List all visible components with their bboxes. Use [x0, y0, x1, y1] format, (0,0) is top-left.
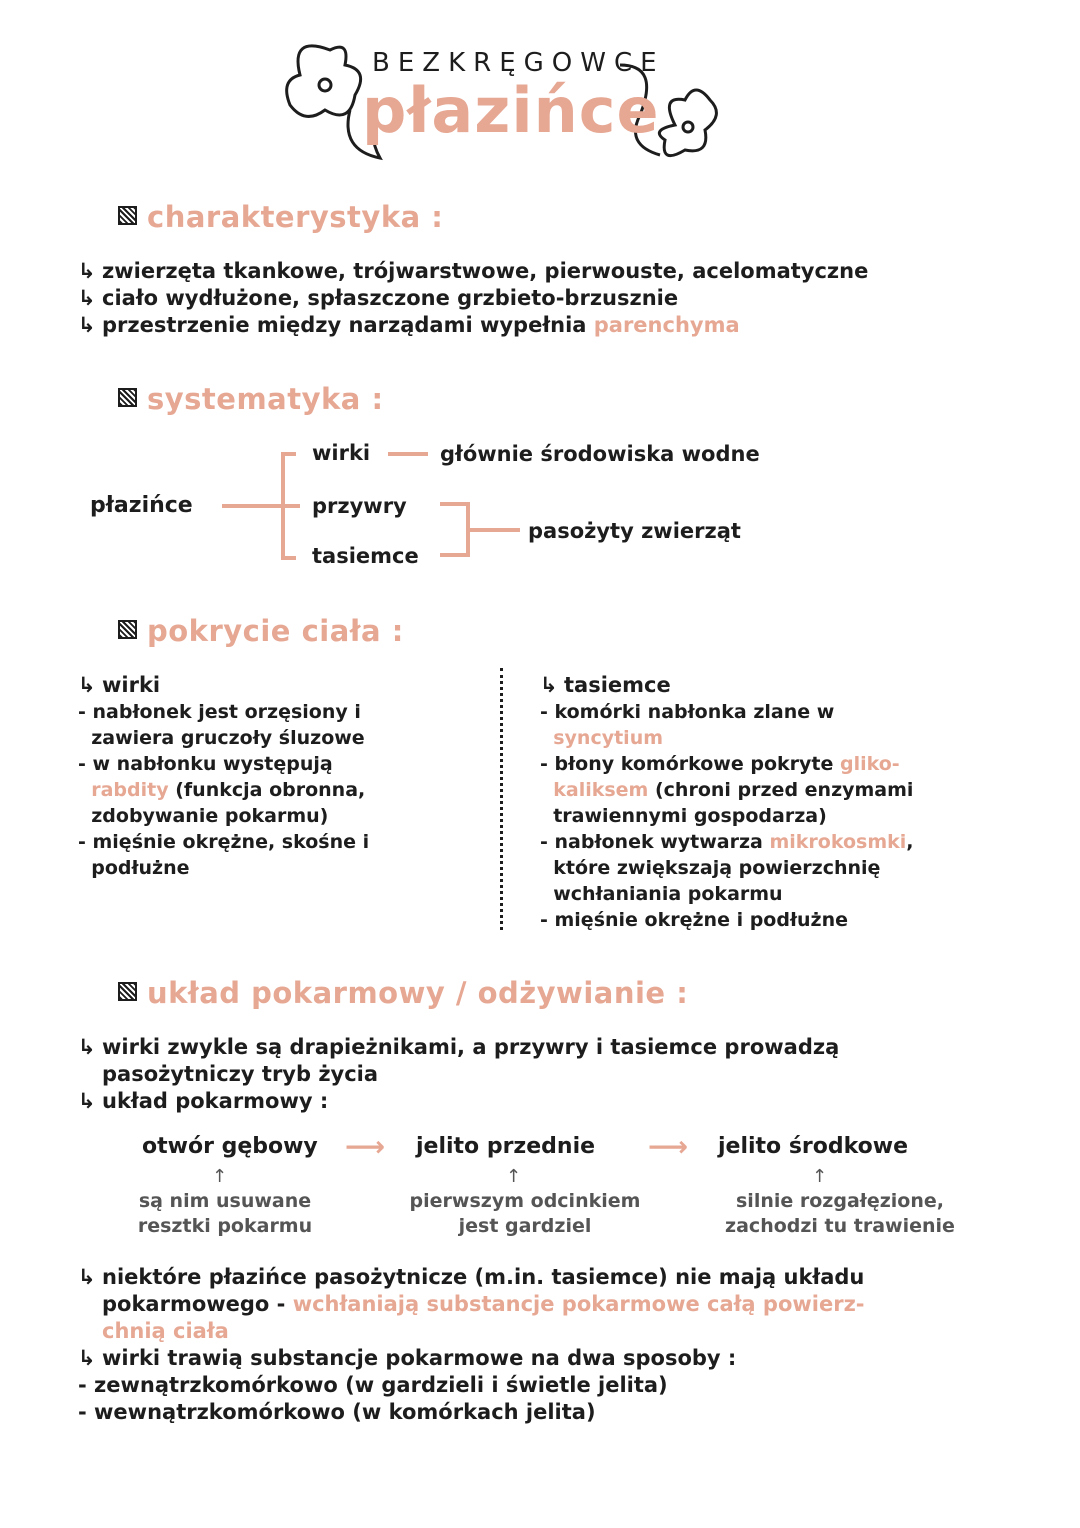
- covering-left-column: [78, 672, 369, 881]
- column-divider: [500, 668, 503, 930]
- list-item: ↳ przestrzenie między narządami wypełnia parenchyma: [78, 313, 740, 337]
- arrow-bullet-icon: ↳: [540, 673, 558, 697]
- tree-node-wirki: wirki: [312, 441, 371, 465]
- list-item: ↳ wirki trawią substancje pokarmowe na dwa sposoby :: [78, 1346, 737, 1370]
- list-item: - zewnątrzkomórkowo (w gardzieli i świetle jelita): [78, 1373, 668, 1397]
- list-item: wchłaniania pokarmu: [540, 883, 783, 905]
- list-item: - wewnątrzkomórkowo (w komórkach jelita): [78, 1400, 596, 1424]
- highlight-term: parenchyma: [593, 313, 740, 337]
- list-item: - błony komórkowe pokryte gliko-: [540, 753, 900, 775]
- list-item: ↳ układ pokarmowy :: [78, 1089, 329, 1113]
- section-heading-characteristics: charakterystyka :: [118, 200, 443, 234]
- arrow-bullet-icon: ↳: [78, 313, 96, 337]
- list-item: - komórki nabłonka zlane w: [540, 701, 835, 723]
- list-item: pasożytniczy tryb życia: [102, 1062, 379, 1086]
- up-arrow-icon: ↑: [812, 1166, 828, 1187]
- list-item: rabdity (funkcja obronna,: [91, 779, 366, 801]
- arrow-bullet-icon: ↳: [78, 259, 96, 283]
- list-item: ↳ ciało wydłużone, spłaszczone grzbieto-brzusznie: [78, 286, 679, 310]
- wirki-habitat-note: głównie środowiska wodne: [440, 442, 760, 466]
- flow-step-midgut: jelito środkowe: [718, 1134, 909, 1159]
- bullet-square-icon: [118, 620, 137, 639]
- column-title: ↳ wirki: [78, 673, 161, 697]
- flow-arrow-icon: ⟶: [648, 1130, 689, 1163]
- list-item: - mięśnie okrężne i podłużne: [540, 909, 849, 931]
- flow-note-mouth: są nim usuwane resztki pokarmu: [137, 1190, 313, 1237]
- list-item: chnią ciała: [102, 1319, 229, 1343]
- title-banner: [270, 30, 720, 175]
- list-item: - nabłonek wytwarza mikrokosmki,: [540, 831, 914, 853]
- arrow-bullet-icon: ↳: [78, 1089, 96, 1113]
- list-item: ↳ wirki zwykle są drapieżnikami, a przywry i tasiemce prowadzą: [78, 1035, 840, 1059]
- list-item: zdobywanie pokarmu): [78, 805, 329, 827]
- tree-root: płazińce: [90, 493, 193, 518]
- digestive-intro: [78, 1034, 839, 1115]
- list-item: - nabłonek jest orzęsiony i: [78, 701, 361, 723]
- characteristics-list: [78, 258, 868, 339]
- list-item: kaliksem (chroni przed enzymami: [553, 779, 914, 801]
- arrow-bullet-icon: ↳: [78, 1265, 96, 1289]
- arrow-bullet-icon: ↳: [78, 673, 96, 697]
- bullet-square-icon: [118, 206, 137, 225]
- flow-step-mouth: otwór gębowy: [142, 1134, 318, 1159]
- header-subtitle: BEZKRĘGOWCE: [372, 48, 665, 78]
- flow-note-foregut: pierwszym odcinkiem jest gardziel: [409, 1190, 641, 1237]
- list-item: ↳ niektóre płazińce pasożytnicze (m.in. tasiemce) nie mają układu: [78, 1265, 865, 1289]
- up-arrow-icon: ↑: [506, 1166, 522, 1187]
- flow-note-midgut: silnie rozgałęzione, zachodzi tu trawienie: [725, 1190, 955, 1237]
- bullet-square-icon: [118, 982, 137, 1001]
- bullet-square-icon: [118, 388, 137, 407]
- tree-node-tasiemce: tasiemce: [312, 544, 419, 568]
- section-heading-covering: pokrycie ciała :: [118, 614, 404, 648]
- list-item: które zwiększają powierzchnię: [540, 857, 881, 879]
- list-item: - mięśnie okrężne, skośne i: [78, 831, 370, 853]
- list-item: podłużne: [78, 857, 190, 879]
- column-title: ↳ tasiemce: [540, 673, 671, 697]
- arrow-bullet-icon: ↳: [78, 1035, 96, 1059]
- tree-node-przywry: przywry: [312, 494, 407, 518]
- digestive-details: [78, 1264, 865, 1426]
- section-heading-systematics: systematyka :: [118, 382, 384, 416]
- arrow-bullet-icon: ↳: [78, 1346, 96, 1370]
- flow-arrow-icon: ⟶: [345, 1130, 386, 1163]
- parasites-note: pasożyty zwierząt: [528, 519, 741, 543]
- section-heading-digestive: układ pokarmowy / odżywianie :: [118, 976, 688, 1010]
- arrow-bullet-icon: ↳: [78, 286, 96, 310]
- list-item: pokarmowego - wchłaniają substancje pokarmowe całą powierz-: [102, 1292, 865, 1316]
- covering-right-column: [540, 672, 914, 933]
- flow-step-foregut: jelito przednie: [416, 1134, 596, 1159]
- list-item: zawiera gruczoły śluzowe: [78, 727, 365, 749]
- list-item: syncytium: [553, 727, 664, 749]
- list-item: - w nabłonku występują: [78, 753, 333, 775]
- list-item: ↳ zwierzęta tkankowe, trójwarstwowe, pierwouste, acelomatyczne: [78, 259, 869, 283]
- list-item: trawiennymi gospodarza): [540, 805, 827, 827]
- page-title: płazińce: [362, 74, 660, 147]
- up-arrow-icon: ↑: [212, 1166, 228, 1187]
